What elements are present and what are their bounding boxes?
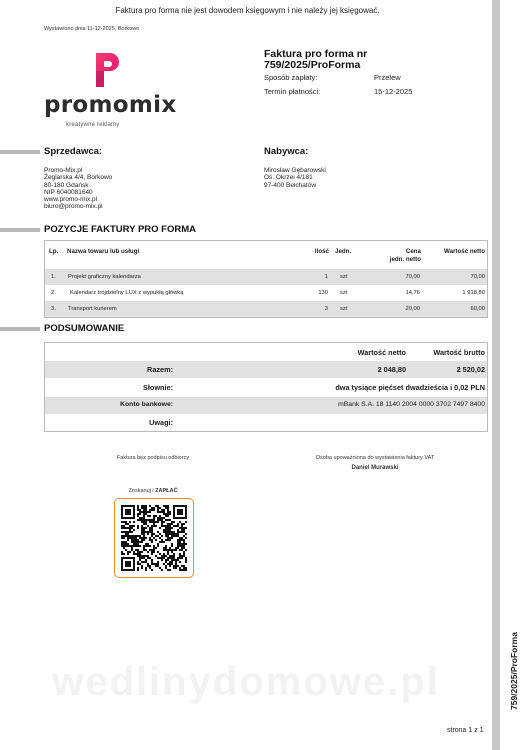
buyer-details bbox=[264, 167, 326, 189]
logo-wordmark: promomix bbox=[44, 92, 177, 118]
col-unit: Jedn. bbox=[335, 248, 352, 255]
seller-line: biuro@promo-mix.pl bbox=[44, 203, 103, 211]
buyer-heading: Nabywca: bbox=[264, 146, 309, 157]
vertical-invoice-number bbox=[509, 626, 523, 710]
items-table-border bbox=[44, 240, 488, 318]
row-unit: szt bbox=[340, 274, 348, 280]
vertical-invoice-number-text: 759/2025/ProForma bbox=[509, 632, 519, 710]
col-price-line1: Cena bbox=[405, 248, 421, 255]
summary-total-row bbox=[45, 361, 487, 378]
row-lp: 3. bbox=[51, 306, 56, 312]
qr-caption-prefix: Zeskanuj i bbox=[128, 488, 156, 494]
issuer-signature-note: Osoba upoważniona do wystawienia faktury VAT bbox=[315, 455, 435, 461]
due-date-label: Termin płatności: bbox=[264, 87, 321, 96]
page-number: strona 1 z 1 bbox=[447, 727, 484, 734]
summary-section-bar bbox=[0, 327, 40, 331]
words-value: dwa tysiące pięćset dwadzieścia i 0,02 PLN bbox=[335, 383, 485, 392]
payment-qr-code[interactable] bbox=[114, 498, 194, 578]
items-section-bar bbox=[0, 228, 40, 232]
row-name: Transport kurierem bbox=[68, 306, 117, 312]
buyer-line: Mirosław Gębarowski bbox=[264, 167, 326, 174]
col-qty: Ilość bbox=[314, 248, 329, 255]
row-unit: szt bbox=[340, 306, 348, 312]
summary-col-gross: Wartość brutto bbox=[433, 348, 485, 357]
row-lp: 2. bbox=[51, 290, 56, 296]
seller-line: 80-180 Gdańsk bbox=[44, 181, 89, 189]
seller-heading: Sprzedawca: bbox=[44, 146, 103, 157]
bank-label: Konto bankowe: bbox=[120, 401, 173, 408]
summary-header-row bbox=[45, 343, 487, 360]
summary-col-net: Wartość netto bbox=[357, 348, 406, 357]
seller-section-bar bbox=[0, 150, 40, 154]
seller-details bbox=[44, 167, 112, 211]
qr-caption bbox=[104, 488, 202, 494]
col-name: Nazwa towaru lub usługi bbox=[67, 248, 140, 255]
buyer-line: Oś. Okrzei 4/181 bbox=[264, 174, 313, 182]
issue-date: Wystawiono dnia 11-12-2025, Borkowo bbox=[44, 26, 140, 32]
total-gross: 2 520,02 bbox=[456, 365, 485, 374]
words-label: Słownie: bbox=[143, 383, 173, 392]
row-price: 20,00 bbox=[405, 306, 420, 312]
payment-method-row bbox=[264, 73, 464, 83]
row-unit: szt bbox=[340, 290, 348, 296]
row-name: Projekt graficzny kalendarza bbox=[68, 274, 141, 280]
invoice-title-line1: Faktura pro forma nr bbox=[264, 48, 368, 60]
seller-line: Promo-Mix.pl bbox=[44, 167, 83, 174]
side-bar bbox=[492, 0, 500, 750]
due-date-row bbox=[264, 87, 464, 97]
summary-heading: PODSUMOWANIE bbox=[44, 323, 125, 334]
row-price: 70,00 bbox=[405, 274, 420, 280]
payment-method-label: Sposób zapłaty: bbox=[264, 73, 318, 82]
total-net: 2 048,80 bbox=[377, 365, 406, 374]
row-price: 14,76 bbox=[405, 290, 420, 296]
invoice-title bbox=[264, 49, 367, 71]
seller-line: www.promo-mix.pl bbox=[44, 196, 98, 204]
seller-line: Żeglarska 4/4, Borkowo bbox=[44, 174, 113, 182]
due-date-value: 15-12-2025 bbox=[374, 87, 413, 96]
seller-line: NIP 6040081640 bbox=[44, 188, 93, 196]
row-value: 1 918,80 bbox=[462, 290, 485, 296]
col-price-line2: jedn. netto bbox=[389, 256, 421, 263]
recipient-signature-note: Faktura bez podpisu odbiorcy bbox=[116, 455, 190, 461]
notes-label: Uwagi: bbox=[149, 418, 173, 427]
watermark: wedlinydomowe.pl bbox=[52, 660, 440, 704]
col-lp: Lp. bbox=[49, 248, 59, 255]
issuer-name: Daniel Murawski bbox=[351, 465, 399, 471]
summary-table bbox=[44, 342, 488, 432]
company-logo bbox=[44, 50, 224, 132]
qr-caption-bold: ZAPŁAĆ bbox=[155, 488, 178, 494]
total-label: Razem: bbox=[147, 365, 173, 374]
summary-bank-row bbox=[45, 397, 487, 414]
logo-p-mark-icon bbox=[92, 50, 122, 90]
payment-method-value: Przelew bbox=[374, 73, 401, 82]
row-lp: 1. bbox=[51, 274, 56, 280]
row-name: Kalendarz trójdzielny LUX z wypukłą główką bbox=[70, 290, 184, 296]
invoice-number: 759/2025/ProForma bbox=[264, 59, 361, 71]
bank-account: mBank S.A. 18 1140 2004 0000 3702 7497 8400 bbox=[338, 401, 485, 408]
buyer-line: 97-400 Bełchatów bbox=[264, 181, 317, 189]
proforma-notice: Faktura pro forma nie jest dowodem księgowym i nie należy jej księgować. bbox=[115, 6, 380, 15]
row-value: 70,00 bbox=[470, 274, 485, 280]
logo-tagline: kreatywne reklamy bbox=[66, 122, 120, 128]
row-qty: 130 bbox=[318, 290, 328, 296]
col-value: Wartość netto bbox=[443, 248, 485, 255]
row-value: 60,00 bbox=[470, 306, 485, 312]
qr-code-icon bbox=[121, 505, 187, 571]
items-heading: POZYCJE FAKTURY PRO FORMA bbox=[44, 224, 197, 235]
row-qty: 1 bbox=[324, 274, 328, 280]
summary-words-row bbox=[45, 379, 487, 396]
row-qty: 3 bbox=[324, 306, 328, 312]
summary-notes-row bbox=[45, 414, 487, 431]
